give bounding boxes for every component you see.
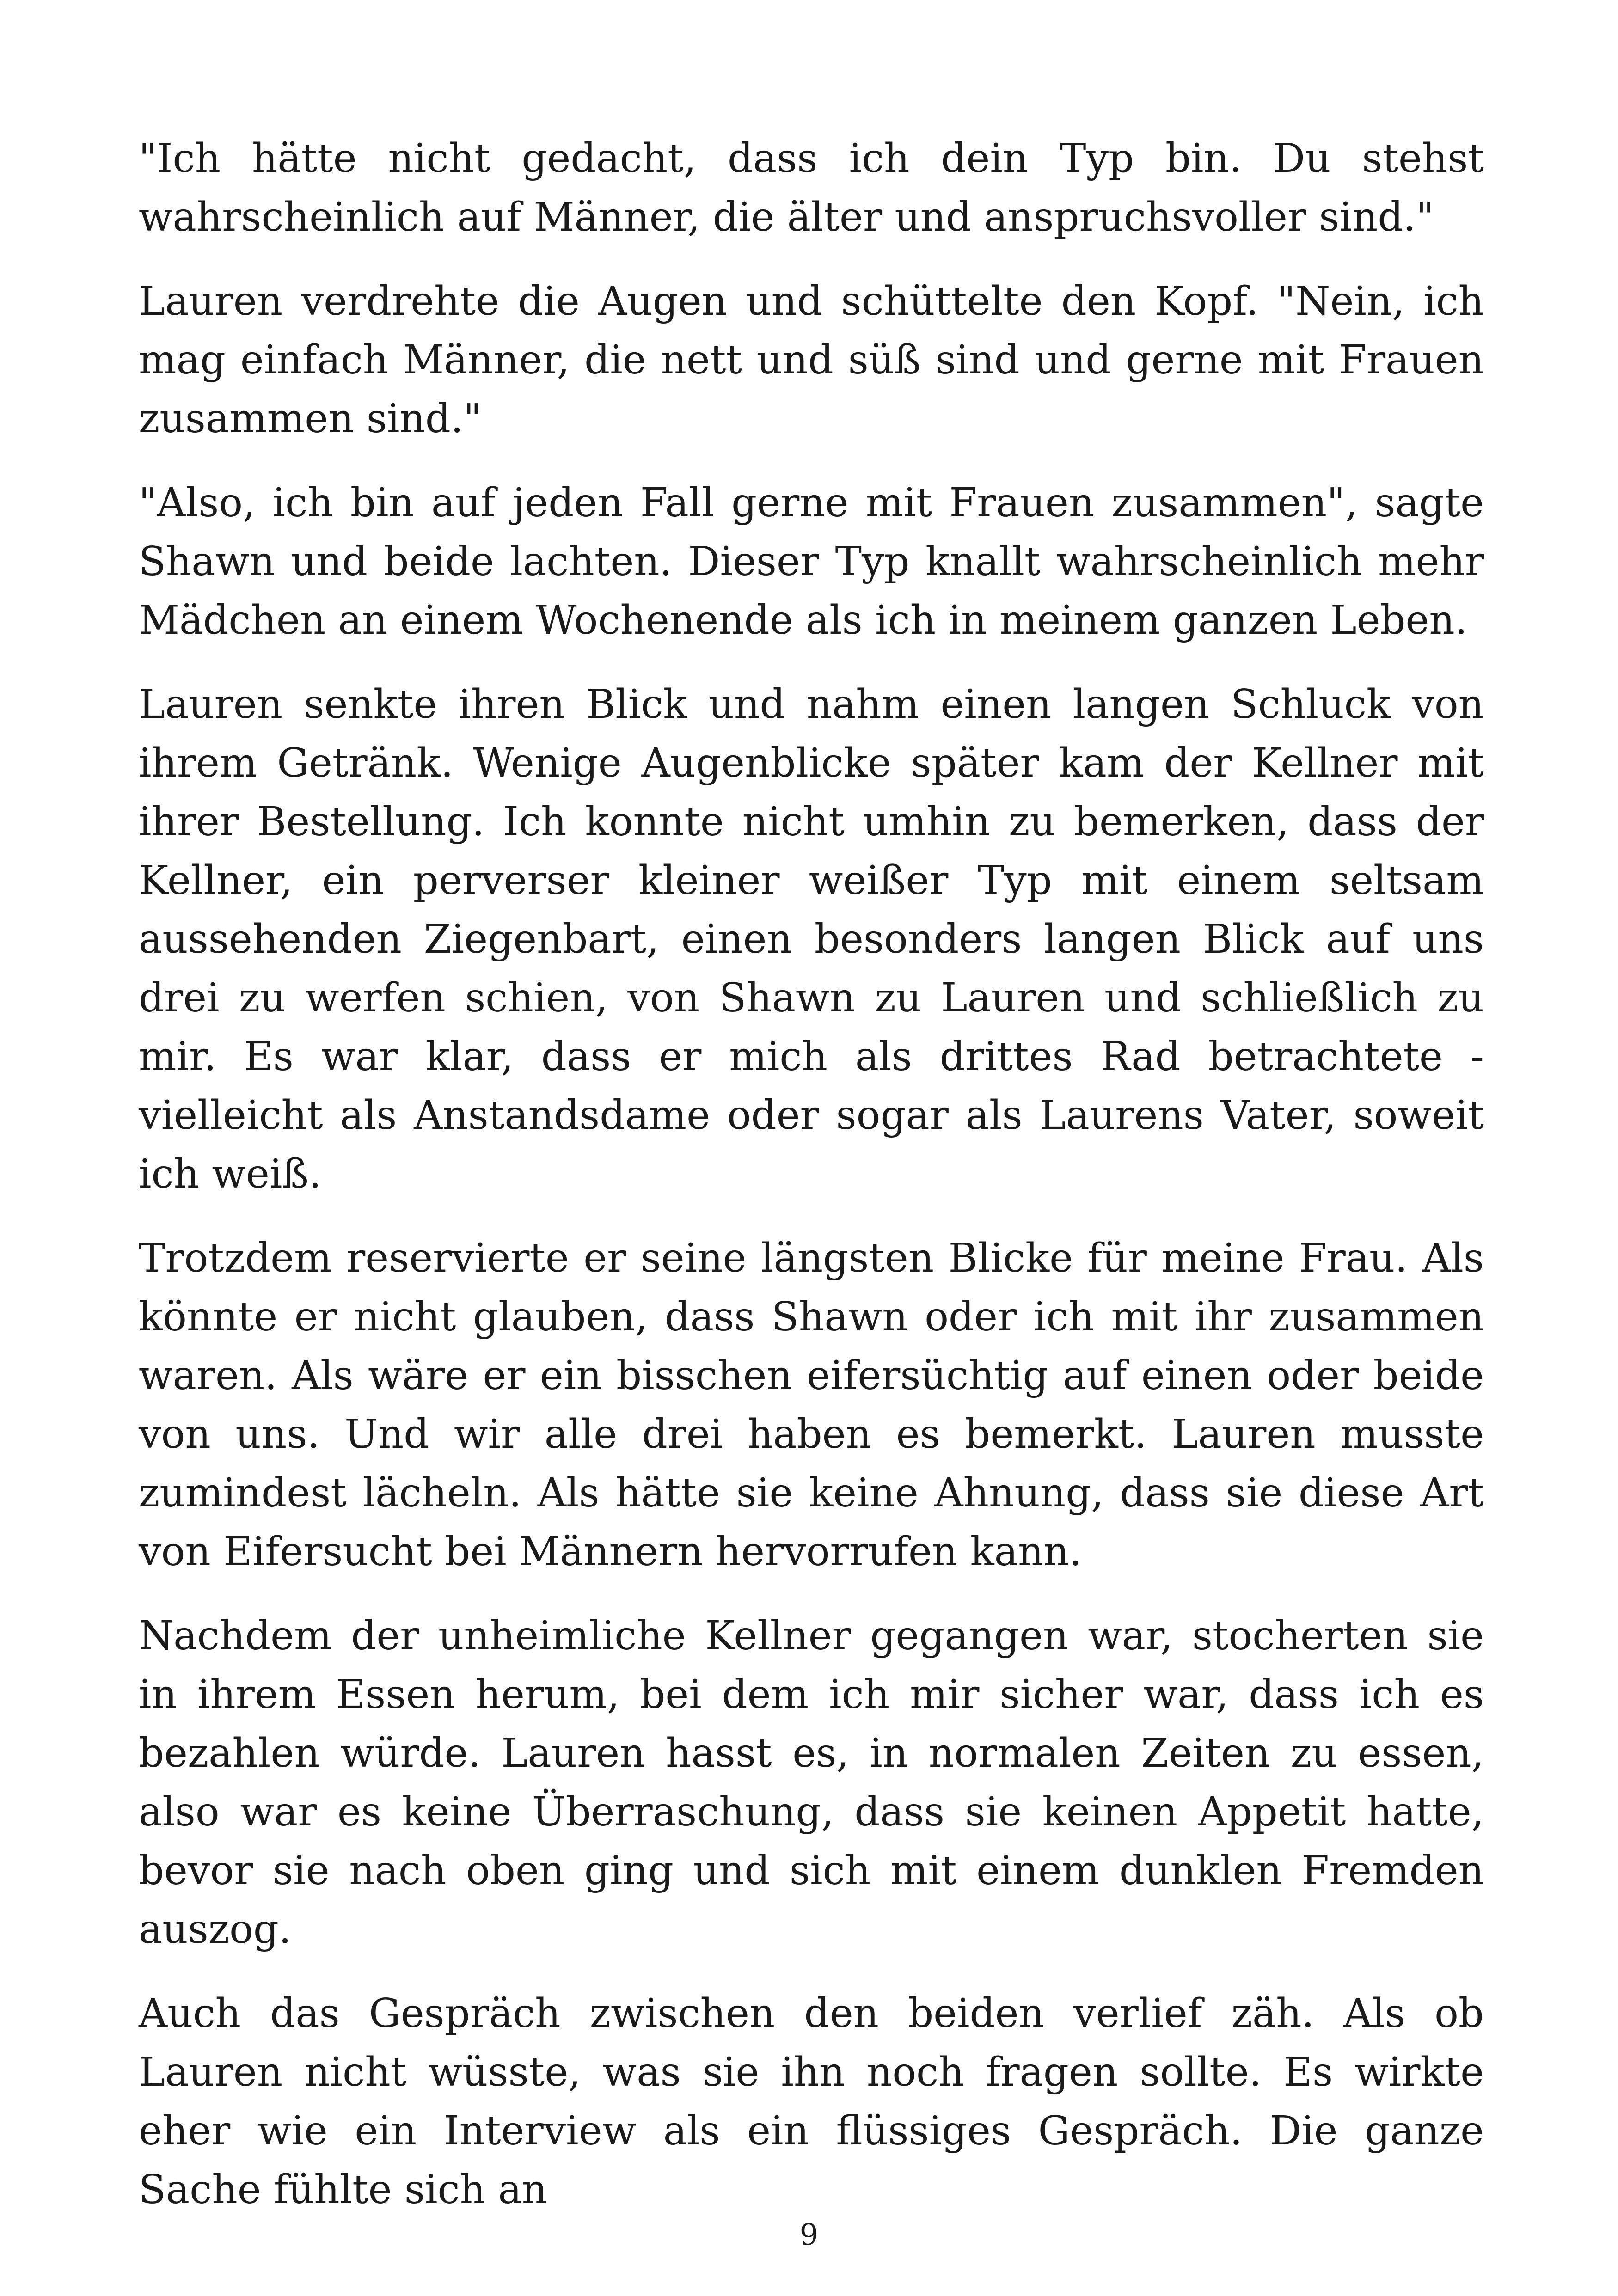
paragraph-5: Trotzdem reservierte er seine längsten Blicke für meine Frau. Als könnte er nicht glauben, dass Shawn oder ich mit ihr zusammen waren. Als wäre er ein bisschen eifersüchtig auf einen oder beide von uns. Und wir alle drei haben es bemerkt. Lauren musste zumindest lächeln. Als hätte sie keine Ahnung, dass sie diese Art von Eifersucht bei Männern hervorrufen kann. (139, 1235, 1484, 1575)
paragraph-3: "Also, ich bin auf jeden Fall gerne mit Frauen zusammen", sagte Shawn und beide lachten. Dieser Typ knallt wahrscheinlich mehr Mädchen an einem Wochenende als ich in meinem ganzen Leben. (139, 480, 1484, 643)
paragraph-6: Nachdem der unheimliche Kellner gegangen war, stocherten sie in ihrem Essen herum, bei dem ich mir sicher war, dass ich es bezahlen würde. Lauren hasst es, in normalen Zeiten zu essen, also war es keine Überraschung, dass sie keinen Appetit hatte, bevor sie nach oben ging und sich mit einem dunklen Fremden auszog. (139, 1613, 1484, 1953)
body-text (139, 129, 1484, 2245)
paragraph-7: Auch das Gespräch zwischen den beiden verlief zäh. Als ob Lauren nicht wüsste, was sie ihn noch fragen sollte. Es wirkte eher wie ein Interview als ein flüssiges Gespräch. Die ganze Sache fühlte sich an (139, 1990, 1484, 2213)
page-number: 9 (799, 2218, 819, 2252)
paragraph-4: Lauren senkte ihren Blick und nahm einen langen Schluck von ihrem Getränk. Wenige Augenblicke später kam der Kellner mit ihrer Bestellung. Ich konnte nicht umhin zu bemerken, dass der Kellner, ein perverser kleiner weißer Typ mit einem seltsam aussehenden Ziegenbart, einen besonders langen Blick auf uns drei zu werfen schien, von Shawn zu Lauren und schließlich zu mir. Es war klar, dass er mich als drittes Rad betrachtete - vielleicht als Anstandsdame oder sogar als Laurens Vater, soweit ich weiß. (139, 681, 1484, 1197)
paragraph-2: Lauren verdrehte die Augen und schüttelte den Kopf. "Nein, ich mag einfach Männer, die nett und süß sind und gerne mit Frauen zusammen sind." (139, 278, 1484, 442)
paragraph-1: "Ich hätte nicht gedacht, dass ich dein Typ bin. Du stehst wahrscheinlich auf Männer, die älter und anspruchsvoller sind." (139, 135, 1484, 240)
